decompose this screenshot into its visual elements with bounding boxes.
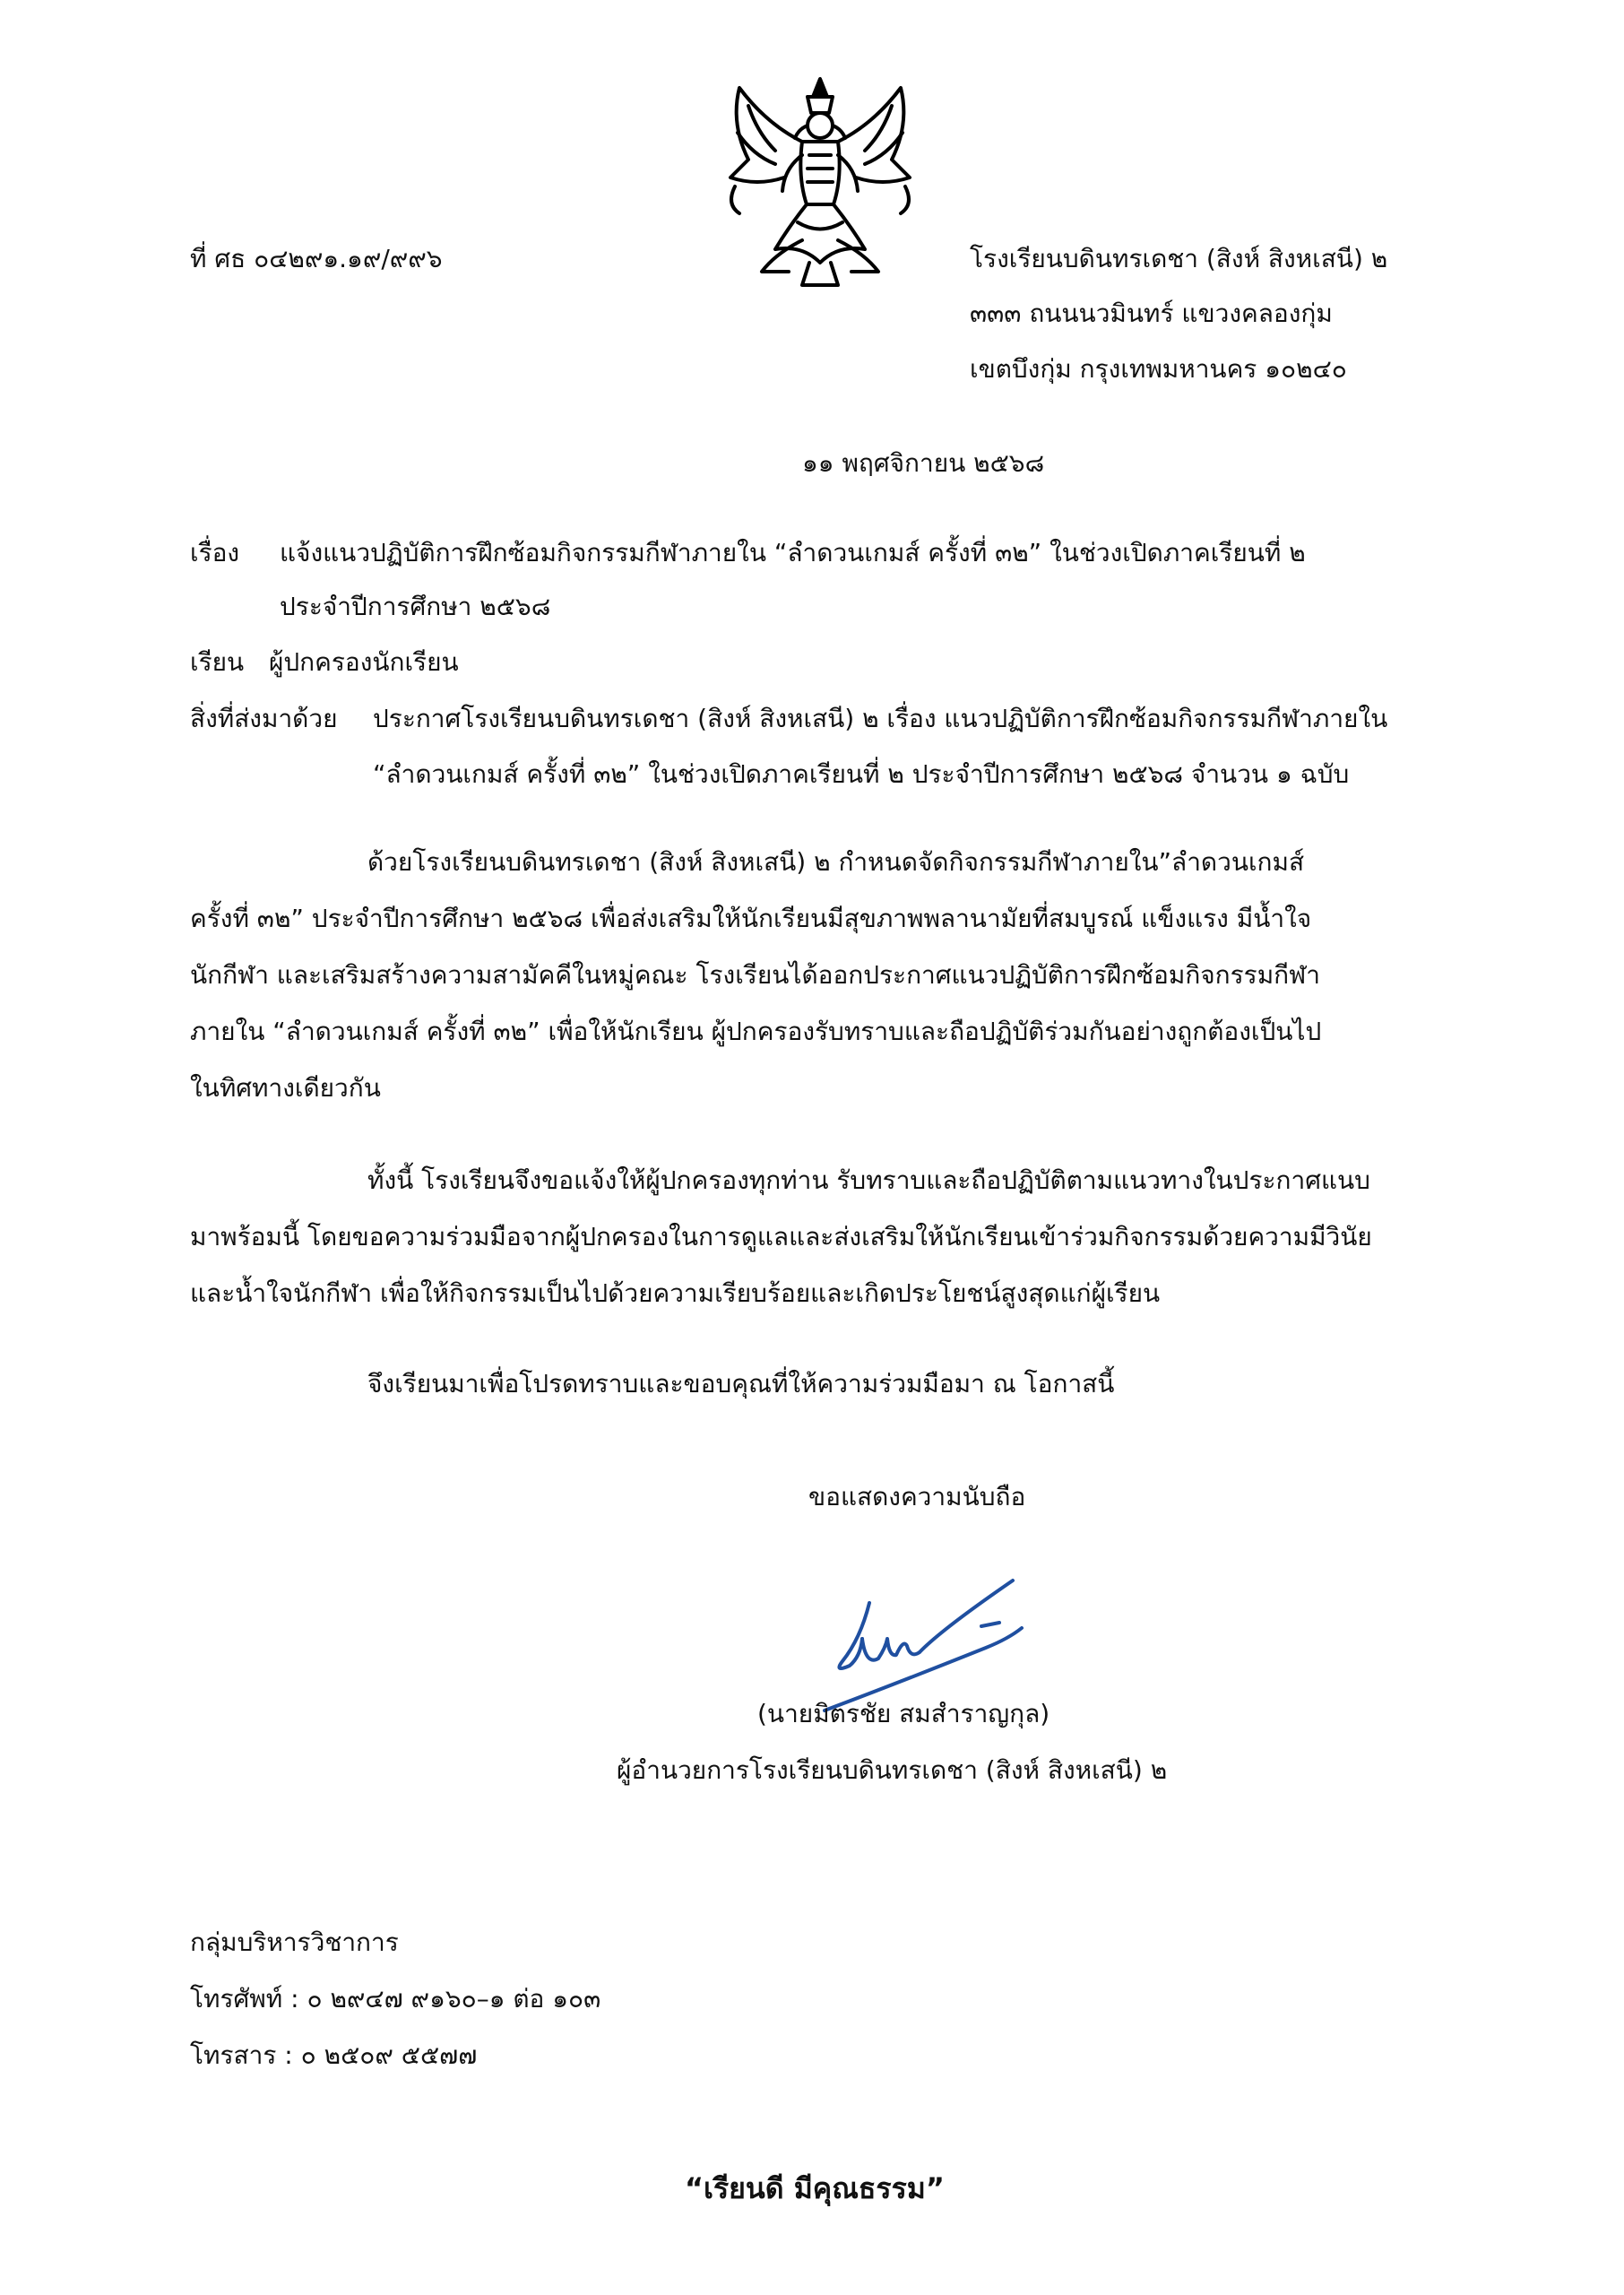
paragraph-1-line: นักกีฬา และเสริมสร้างความสามัคคีในหมู่คณะ โรงเรียนได้ออกประกาศแนวปฏิบัติการฝึกซ้อมกิจกรรมกีฬา — [190, 960, 1320, 990]
fax-number: โทรสาร : ๐ ๒๕๐๙ ๕๕๗๗ — [190, 2040, 478, 2070]
paragraph-1-line: ครั้งที่ ๓๒” ประจำปีการศึกษา ๒๕๖๘ เพื่อส่งเสริมให้นักเรียนมีสุขภาพพลานามัยที่สมบูรณ์ แข็งแรง มีน้ำใจ — [190, 904, 1312, 933]
address-line-2: เขตบึงกุ่ม กรุงเทพมหานคร ๑๐๒๔๐ — [970, 354, 1347, 384]
school-name: โรงเรียนบดินทรเดชา (สิงห์ สิงหเสนี) ๒ — [970, 244, 1388, 273]
paragraph-2-line: มาพร้อมนี้ โดยขอความร่วมมือจากผู้ปกครองในการดูแลและส่งเสริมให้นักเรียนเข้าร่วมกิจกรรมด้วยความมีวินัย — [190, 1222, 1372, 1251]
paragraph-2-line: และน้ำใจนักกีฬา เพื่อให้กิจกรรมเป็นไปด้วยความเรียบร้อยและเกิดประโยชน์สูงสุดแก่ผู้เรียน — [190, 1278, 1161, 1308]
recipient-value: ผู้ปกครองนักเรียน — [269, 647, 459, 677]
paragraph-2-line: ทั้งนี้ โรงเรียนจึงขอแจ้งให้ผู้ปกครองทุกท่าน รับทราบและถือปฏิบัติตามแนวทางในประกาศแนบ — [367, 1165, 1370, 1195]
paragraph-1-line: ด้วยโรงเรียนบดินทรเดชา (สิงห์ สิงหเสนี) ๒ กำหนดจัดกิจกรรมกีฬาภายใน”ลำดวนเกมส์ — [367, 847, 1305, 877]
signatory-position: ผู้อำนวยการโรงเรียนบดินทรเดชา (สิงห์ สิงหเสนี) ๒ — [617, 1755, 1168, 1785]
paragraph-1-line: ภายใน “ลำดวนเกมส์ ครั้งที่ ๓๒” เพื่อให้นักเรียน ผู้ปกครองรับทราบและถือปฏิบัติร่วมกันอย่างถูกต้องเป็นไป — [190, 1017, 1322, 1046]
subject-label: เรื่อง — [190, 538, 240, 567]
closing-salutation: ขอแสดงความนับถือ — [808, 1482, 1026, 1511]
closing-sentence: จึงเรียนมาเพื่อโปรดทราบและขอบคุณที่ให้ความร่วมมือมา ณ โอกาสนี้ — [367, 1369, 1115, 1399]
enclosure-label: สิ่งที่ส่งมาด้วย — [190, 704, 338, 733]
paragraph-1-line: ในทิศทางเดียวกัน — [190, 1073, 381, 1103]
reference-number: ที่ ศธ ๐๔๒๙๑.๑๙/๙๙๖ — [190, 244, 443, 273]
phone-number: โทรศัพท์ : ๐ ๒๙๔๗ ๙๑๖๐–๑ ต่อ ๑๐๓ — [190, 1984, 601, 2014]
enclosure-line-1: ประกาศโรงเรียนบดินทรเดชา (สิงห์ สิงหเสนี) ๒ เรื่อง แนวปฏิบัติการฝึกซ้อมกิจกรรมกีฬาภายใน — [373, 704, 1388, 733]
enclosure-line-2: “ลำดวนเกมส์ ครั้งที่ ๓๒” ในช่วงเปิดภาคเรียนที่ ๒ ประจำปีการศึกษา ๒๕๖๘ จำนวน ๑ ฉบับ — [373, 759, 1350, 789]
subject-line-1: แจ้งแนวปฏิบัติการฝึกซ้อมกิจกรรมกีฬาภายใน “ลำดวนเกมส์ ครั้งที่ ๓๒” ในช่วงเปิดภาคเรียนที่ ๒ — [280, 538, 1306, 567]
signatory-name: (นายมิตรชัย สมสำราญกุล) — [757, 1699, 1050, 1728]
letter-date: ๑๑ พฤศจิกายน ๒๕๖๘ — [802, 448, 1045, 478]
school-motto: “เรียนดี มีคุณธรรม” — [685, 2171, 945, 2205]
signature-image — [807, 1540, 1040, 1719]
address-line-1: ๓๓๓ ถนนนวมินทร์ แขวงคลองกุ่ม — [970, 299, 1333, 328]
subject-line-2: ประจำปีการศึกษา ๒๕๖๘ — [280, 592, 551, 621]
department-name: กลุ่มบริหารวิชาการ — [190, 1927, 399, 1957]
recipient-label: เรียน — [190, 647, 245, 677]
garuda-emblem-icon — [713, 70, 928, 294]
